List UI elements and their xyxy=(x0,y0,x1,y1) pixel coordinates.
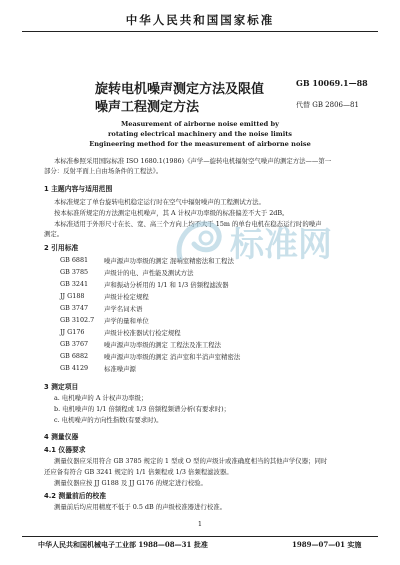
reference-title: 标准噪声源 xyxy=(104,365,136,373)
section-4-heading: 4 测量仪器 xyxy=(44,433,79,441)
reference-code: JJ G176 xyxy=(60,328,85,336)
reference-code: GB 3767 xyxy=(60,340,89,348)
reference-title: 噪声源声功率级的测定 工程法及准工程法 xyxy=(104,341,222,349)
svg-text:标准网: 标准网 xyxy=(230,225,332,265)
reference-code: GB 3102.7 xyxy=(60,316,95,324)
reference-code: GB 6881 xyxy=(60,256,89,264)
reference-title: 声学名词术语 xyxy=(104,305,143,313)
intro-line-2: 部分：反射平面上自由场条件的工程法》。 xyxy=(44,167,163,175)
page-number: 1 xyxy=(197,520,203,528)
reference-title: 噪声源声功率级的测定 混响室精密法和工程法 xyxy=(104,257,234,265)
section-1-line: 本标准规定了单台旋转电机稳定运行时在空气中辐射噪声的工程测试方法。 xyxy=(54,198,265,206)
reference-title: 声学的量和单位 xyxy=(104,317,149,325)
reference-code: JJ G188 xyxy=(60,292,85,300)
reference-code: GB 3785 xyxy=(60,268,89,276)
reference-code: GB 3241 xyxy=(60,280,89,288)
replaces-standard: 代替 GB 2806—81 xyxy=(296,101,359,109)
header-rule xyxy=(22,31,378,32)
english-title-line-3: Engineering method for the measurement of airborne noise xyxy=(89,140,311,148)
section-3-item: a. 电机噪声的 A 计权声功率级； xyxy=(54,394,148,402)
section-4-1-line: 测量仪器应按 JJ G188 及 JJ G176 的规定进行校验。 xyxy=(54,479,207,487)
section-4-1-line: 还应备有符合 GB 3241 规定的 1/1 倍频程或 1/3 倍频程滤波器。 xyxy=(44,468,233,476)
section-3-item: c. 电机噪声的方向性指数(有要求时)。 xyxy=(54,416,163,424)
section-4-1-heading: 4.1 仪器要求 xyxy=(44,446,86,454)
approval-date: 中华人民共和国机械电子工业部 1988—08—31 批准 xyxy=(38,540,208,549)
reference-title: 声级计校准器试行检定规程 xyxy=(104,329,181,337)
standard-number: GB 10069.1—88 xyxy=(296,78,368,88)
implementation-date: 1989—07—01 实施 xyxy=(292,540,362,549)
section-2-heading: 2 引用标准 xyxy=(44,244,79,252)
title-line-2: 噪声工程测定方法 xyxy=(95,100,200,115)
title-line-1: 旋转电机噪声测定方法及限值 xyxy=(95,82,265,97)
footer-rule xyxy=(22,536,378,537)
section-4-1-line: 测量仪器应采用符合 GB 3785 规定的 1 型或 O 型的声级计或准确度相当的其他声学仪器；同时 xyxy=(54,457,328,465)
section-1-line: 本标准适用于外形尺寸在长、宽、高三个方向上均不大于 15m 的单台电机在稳态运行时的噪声 xyxy=(54,220,322,228)
section-4-2-line: 测量前后均应用精度不低于 0.5 dB 的声级校准器进行校准。 xyxy=(54,503,227,511)
watermark-logo-icon xyxy=(168,212,368,272)
english-title-line-1: Measurement of airborne noise emitted by xyxy=(120,120,279,128)
reference-code: GB 3747 xyxy=(60,304,89,312)
reference-code: GB 6882 xyxy=(60,352,89,360)
reference-title: 噪声源声功率级的测定 消声室和半消声室精密法 xyxy=(104,353,241,361)
standard-header: 中华人民共和国国家标准 xyxy=(125,13,275,27)
section-1-line: 测定。 xyxy=(44,230,64,238)
reference-title: 声和振动分析用的 1/1 和 1/3 倍频程滤波器 xyxy=(104,281,229,289)
section-3-item: b. 电机噪声的 1/1 倍频程或 1/3 倍频程频谱分析(有要求时)； xyxy=(54,405,231,413)
section-1-heading: 1 主题内容与适用范围 xyxy=(44,185,113,193)
reference-title: 声级计检定规程 xyxy=(104,293,149,301)
english-title-line-2: rotating electrical machinery and the noise limits xyxy=(107,130,293,138)
intro-line-1: 本标准参照采用国际标准 ISO 1680.1(1986)《声学—旋转电机辐射空气噪声的测定方法——第一 xyxy=(54,157,332,165)
section-3-heading: 3 测定项目 xyxy=(44,383,79,391)
section-4-2-heading: 4.2 测量前后的校准 xyxy=(44,492,106,500)
reference-code: GB 4129 xyxy=(60,364,89,372)
reference-title: 声级计的电、声性能及测试方法 xyxy=(104,269,194,277)
section-1-line: 按本标准所规定的方法测定电机噪声，其 A 计权声功率级的标准偏差不大于 2dB。 xyxy=(54,209,289,217)
